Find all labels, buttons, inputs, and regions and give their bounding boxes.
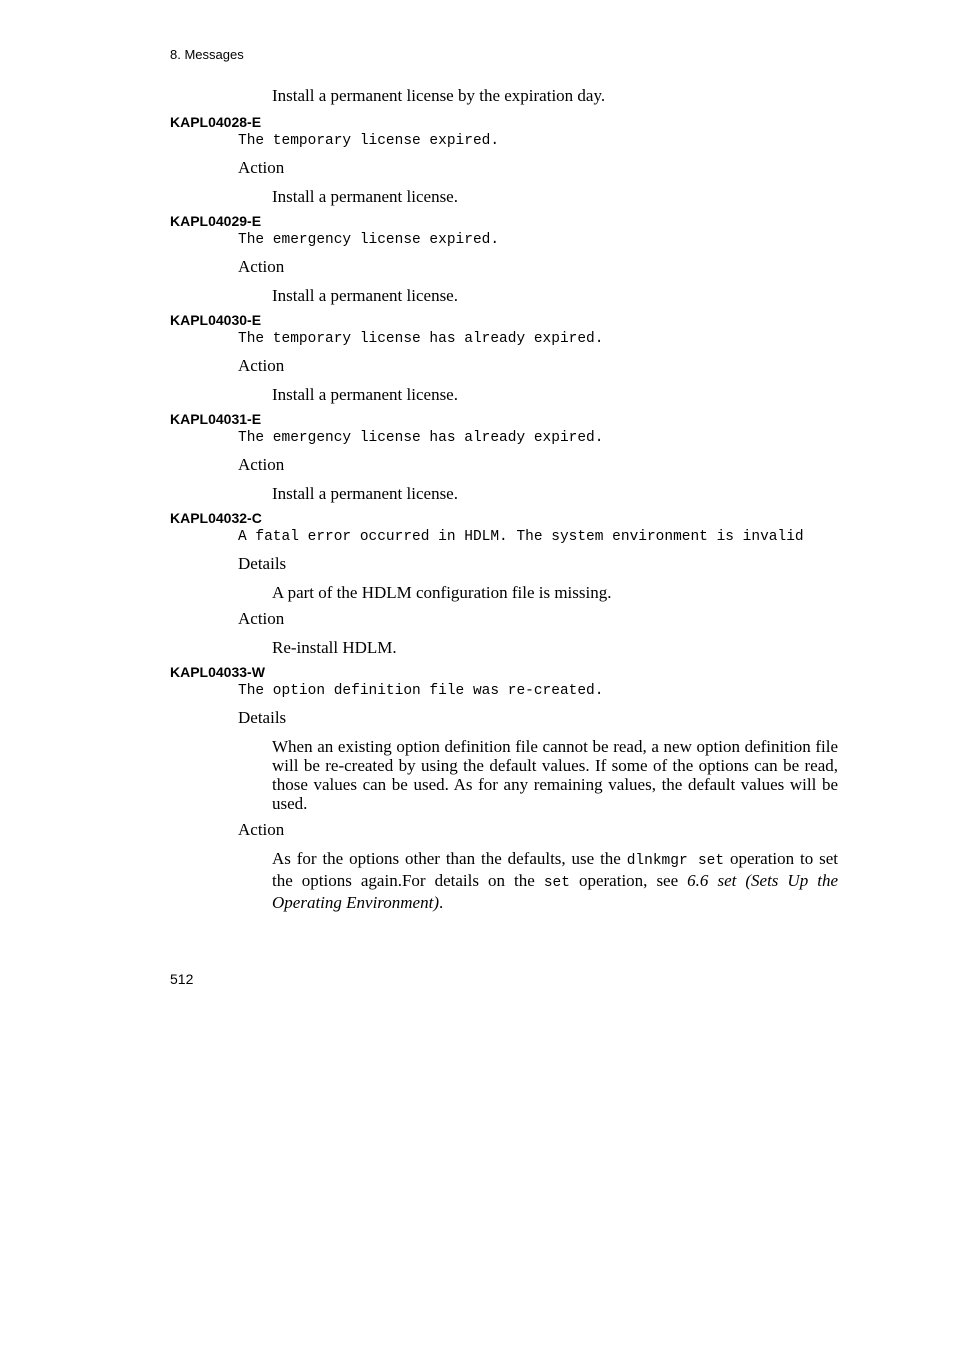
message-entry [170,212,850,305]
details-text: A part of the HDLM configuration file is missing. [272,583,612,602]
action-text-part: operation, see [569,871,688,890]
intro-action-text: Install a permanent license by the expiration day. [272,86,606,105]
message-text: The option definition file was re-created. [238,683,604,699]
message-entry [170,113,850,206]
message-list [170,113,850,918]
details-text: When an existing option definition file cannot be read, a new option definition file will be re-created by using the default values. If some of the options can be read, those values can be used. As for any remaining values, the default values will be used. [272,737,838,813]
message-id: KAPL04030-E [170,312,262,328]
message-text: The temporary license expired. [238,133,500,149]
message-id: KAPL04031-E [170,411,262,427]
command-code: set [543,875,570,891]
action-text: Install a permanent license. [272,385,458,404]
details-heading: Details [238,554,287,573]
action-text-part: . [438,893,444,912]
action-heading: Action [238,820,285,839]
details-heading: Details [238,708,287,727]
message-text: A fatal error occurred in HDLM. The system environment is invalid [238,529,804,545]
message-text: The emergency license expired. [238,232,500,248]
message-id: KAPL04032-C [170,510,262,526]
message-entry [170,311,850,404]
message-entry [170,509,850,657]
action-heading: Action [238,356,285,375]
action-heading: Action [238,455,285,474]
action-heading: Action [238,158,285,177]
action-text: Install a permanent license. [272,484,458,503]
message-text: The emergency license has already expired. [238,430,604,446]
action-text-part: As for the options other than the defaults, use the [272,849,627,868]
running-header: 8. Messages [170,47,244,62]
action-text [272,849,838,912]
action-heading: Action [238,609,285,628]
page-number: 512 [170,971,194,987]
command-code: dlnkmgr set [626,853,725,869]
action-heading: Action [238,257,285,276]
message-id: KAPL04028-E [170,114,262,130]
action-text: Re-install HDLM. [272,638,397,657]
message-entry [170,663,850,912]
message-id: KAPL04033-W [170,664,265,680]
action-text: Install a permanent license. [272,286,458,305]
action-text: Install a permanent license. [272,187,458,206]
action-text-part: operation to set the options again.For details on the [272,849,838,890]
message-id: KAPL04029-E [170,213,262,229]
message-text: The temporary license has already expired. [238,331,604,347]
section-reference: 6.6 set (Sets Up the Operating Environment) [272,871,839,912]
message-entry [170,410,850,503]
